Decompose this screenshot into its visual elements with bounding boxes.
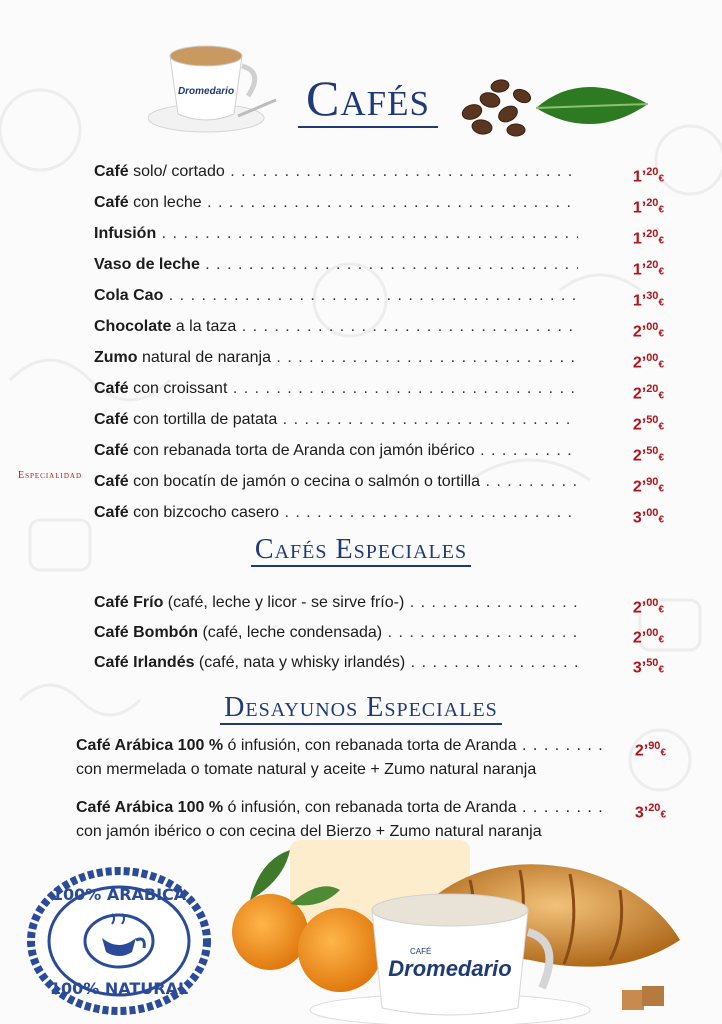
price bbox=[594, 314, 664, 347]
price-euros: 1’ bbox=[632, 199, 647, 217]
currency-symbol: € bbox=[658, 359, 664, 371]
price-euros: 2’ bbox=[634, 742, 649, 760]
item-name-rest: solo/ cortado bbox=[128, 163, 225, 180]
item-name bbox=[94, 287, 163, 304]
dotted-leader bbox=[94, 283, 578, 309]
currency-symbol: € bbox=[658, 204, 664, 216]
price bbox=[594, 407, 664, 440]
cup-brand-small-label: CAFÉ bbox=[410, 947, 432, 956]
price bbox=[594, 620, 664, 653]
item-name-rest: (café, leche y licor - se sirve frío-) bbox=[163, 594, 405, 611]
price-cents: 50 bbox=[646, 445, 659, 457]
desayuno-item bbox=[76, 734, 666, 782]
currency-symbol: € bbox=[658, 634, 664, 646]
item-name-bold: Cola Cao bbox=[94, 287, 164, 304]
dotted-leader bbox=[94, 407, 578, 433]
currency-symbol: € bbox=[658, 604, 664, 616]
price-euros: 2’ bbox=[632, 385, 647, 403]
item-name-bold: Café bbox=[94, 380, 129, 397]
price-euros: 2’ bbox=[632, 629, 647, 647]
breakfast-photo bbox=[230, 840, 700, 1024]
desayuno-line1 bbox=[76, 734, 604, 758]
dotted-leader bbox=[94, 252, 578, 278]
price-euros: 1’ bbox=[632, 230, 647, 248]
cafe-row bbox=[94, 221, 664, 247]
item-name bbox=[94, 624, 382, 641]
price bbox=[635, 734, 666, 765]
price bbox=[594, 438, 664, 471]
item-name-bold: Café bbox=[94, 473, 129, 490]
dotted-leader bbox=[94, 469, 578, 495]
item-name-rest: con croissant bbox=[128, 380, 228, 397]
price-euros: 1’ bbox=[632, 261, 647, 279]
item-name-bold: Café bbox=[94, 442, 129, 459]
item-name-rest: con bocatín de jamón o cecina o salmón o tortilla bbox=[128, 473, 480, 490]
desayunos-title bbox=[0, 692, 722, 724]
item-name-bold: Café Frío bbox=[94, 594, 164, 611]
coffee-beans-image bbox=[452, 72, 542, 142]
price bbox=[594, 221, 664, 254]
price-cents: 00 bbox=[646, 507, 659, 519]
price bbox=[594, 376, 664, 409]
price-cents: 00 bbox=[646, 627, 659, 639]
price-euros: 1’ bbox=[632, 292, 647, 310]
dotted-leader bbox=[94, 221, 578, 247]
price-euros: 2’ bbox=[632, 599, 647, 617]
dotted-leader bbox=[94, 190, 578, 216]
desayuno-line2: con mermelada o tomate natural y aceite + Zumo natural naranja bbox=[76, 761, 537, 778]
dotted-leader bbox=[94, 620, 578, 646]
price-cents: 50 bbox=[646, 414, 659, 426]
price-euros: 2’ bbox=[632, 323, 647, 341]
item-name-bold: Café Arábica 100 % bbox=[76, 737, 224, 754]
price-cents: 90 bbox=[648, 740, 661, 752]
currency-symbol: € bbox=[658, 483, 664, 495]
price-cents: 20 bbox=[646, 166, 659, 178]
price-cents: 20 bbox=[646, 228, 659, 240]
dotted-leader bbox=[94, 438, 578, 464]
price-cents: 20 bbox=[646, 383, 659, 395]
item-name-bold: Café Irlandés bbox=[94, 654, 195, 671]
item-name bbox=[94, 504, 279, 521]
cafe-row bbox=[94, 283, 664, 309]
price bbox=[594, 650, 664, 683]
especial-row bbox=[94, 650, 664, 676]
item-name-rest: con leche bbox=[128, 194, 202, 211]
currency-symbol: € bbox=[658, 664, 664, 676]
price bbox=[594, 345, 664, 378]
item-name bbox=[94, 442, 475, 459]
item-name-bold: Café Arábica 100 % bbox=[76, 799, 224, 816]
item-name-rest: (café, nata y whisky irlandés) bbox=[194, 654, 406, 671]
currency-symbol: € bbox=[658, 390, 664, 402]
cafe-row bbox=[94, 376, 664, 402]
currency-symbol: € bbox=[658, 235, 664, 247]
item-name-rest: ó infusión, con rebanada torta de Aranda bbox=[223, 737, 517, 754]
price-euros: 2’ bbox=[632, 447, 647, 465]
item-name bbox=[94, 473, 480, 490]
currency-symbol: € bbox=[658, 297, 664, 309]
price bbox=[594, 283, 664, 316]
item-name-rest: con rebanada torta de Aranda con jamón ibérico bbox=[128, 442, 475, 459]
price bbox=[594, 159, 664, 192]
dotted-leader bbox=[94, 314, 578, 340]
item-name-rest: natural de naranja bbox=[137, 349, 271, 366]
price bbox=[594, 190, 664, 223]
item-name bbox=[94, 163, 225, 180]
dotted-leader bbox=[94, 500, 578, 526]
price-cents: 00 bbox=[646, 321, 659, 333]
stamp-top-text: 100% ARABICA bbox=[51, 885, 187, 904]
price bbox=[594, 590, 664, 623]
dotted-leader bbox=[94, 345, 578, 371]
item-name-bold: Vaso de leche bbox=[94, 256, 200, 273]
item-name-bold: Café bbox=[94, 163, 129, 180]
item-name bbox=[94, 349, 271, 366]
currency-symbol: € bbox=[660, 809, 666, 821]
currency-symbol: € bbox=[658, 328, 664, 340]
cafe-row bbox=[94, 190, 664, 216]
cup-brand-label: Dromedario bbox=[177, 86, 235, 97]
cafe-row bbox=[94, 159, 664, 185]
price-cents: 90 bbox=[646, 476, 659, 488]
desayuno-line1 bbox=[76, 796, 604, 820]
currency-symbol: € bbox=[660, 747, 666, 759]
currency-symbol: € bbox=[658, 452, 664, 464]
currency-symbol: € bbox=[658, 421, 664, 433]
cafe-row bbox=[94, 469, 664, 495]
cafe-row bbox=[94, 252, 664, 278]
price-cents: 00 bbox=[646, 352, 659, 364]
price-euros: 3’ bbox=[632, 509, 647, 527]
cafe-row bbox=[94, 345, 664, 371]
price bbox=[594, 500, 664, 533]
price-cents: 00 bbox=[646, 597, 659, 609]
item-name bbox=[94, 225, 156, 242]
currency-symbol: € bbox=[658, 173, 664, 185]
item-name bbox=[94, 654, 405, 671]
item-name bbox=[94, 380, 227, 397]
especial-row bbox=[94, 590, 664, 616]
cafe-row bbox=[94, 500, 664, 526]
currency-symbol: € bbox=[658, 514, 664, 526]
item-name-bold: Café bbox=[94, 504, 129, 521]
coffee-cup-image bbox=[148, 36, 278, 136]
currency-symbol: € bbox=[658, 266, 664, 278]
price-cents: 50 bbox=[646, 657, 659, 669]
especial-row bbox=[94, 620, 664, 646]
item-name bbox=[94, 194, 202, 211]
desayunos-title-text: Desayunos Especiales bbox=[220, 692, 502, 725]
item-name-bold: Café bbox=[94, 194, 129, 211]
price-cents: 20 bbox=[648, 802, 661, 814]
item-name-rest: con bizcocho casero bbox=[128, 504, 279, 521]
price-cents: 30 bbox=[646, 290, 659, 302]
dotted-leader bbox=[94, 590, 578, 616]
price bbox=[594, 469, 664, 502]
item-name-rest: con tortilla de patata bbox=[128, 411, 278, 428]
leaf-image bbox=[532, 78, 652, 138]
item-name-bold: Zumo bbox=[94, 349, 138, 366]
price-euros: 1’ bbox=[632, 168, 647, 186]
especiales-title-text: Cafés Especiales bbox=[251, 534, 471, 567]
item-name-bold: Chocolate bbox=[94, 318, 172, 335]
especiales-title bbox=[0, 534, 722, 566]
cafe-row bbox=[94, 314, 664, 340]
page-title: Cafés bbox=[298, 70, 438, 128]
price-euros: 2’ bbox=[632, 354, 647, 372]
dotted-leader bbox=[94, 159, 578, 185]
item-name-rest: a la taza bbox=[171, 318, 237, 335]
cup-brand-label-large: Dromedario bbox=[388, 956, 512, 981]
desayuno-line2: con jamón ibérico o con cecina del Bierzo + Zumo natural naranja bbox=[76, 823, 542, 840]
item-name bbox=[94, 411, 277, 428]
price bbox=[594, 252, 664, 285]
price-cents: 20 bbox=[646, 197, 659, 209]
price-euros: 2’ bbox=[632, 478, 647, 496]
item-name-bold: Café Bombón bbox=[94, 624, 198, 641]
dotted-leader bbox=[94, 376, 578, 402]
item-name bbox=[94, 318, 236, 335]
stamp-bottom-text: 100% NATURAL bbox=[49, 979, 189, 998]
price-euros: 3’ bbox=[632, 659, 647, 677]
item-name bbox=[94, 256, 200, 273]
price-cents: 20 bbox=[646, 259, 659, 271]
specialty-tag: Especialidad bbox=[18, 470, 82, 481]
item-name-rest: ó infusión, con rebanada torta de Aranda bbox=[223, 799, 517, 816]
item-name-rest: (café, leche condensada) bbox=[198, 624, 383, 641]
price bbox=[635, 796, 666, 827]
price-euros: 3’ bbox=[634, 804, 649, 822]
item-name bbox=[94, 594, 404, 611]
item-name-bold: Café bbox=[94, 411, 129, 428]
cafe-row bbox=[94, 438, 664, 464]
arabica-stamp bbox=[24, 866, 214, 1016]
cafe-row bbox=[94, 407, 664, 433]
price-euros: 2’ bbox=[632, 416, 647, 434]
item-name-bold: Infusión bbox=[94, 225, 157, 242]
dotted-leader bbox=[94, 650, 578, 676]
desayuno-item bbox=[76, 796, 666, 844]
